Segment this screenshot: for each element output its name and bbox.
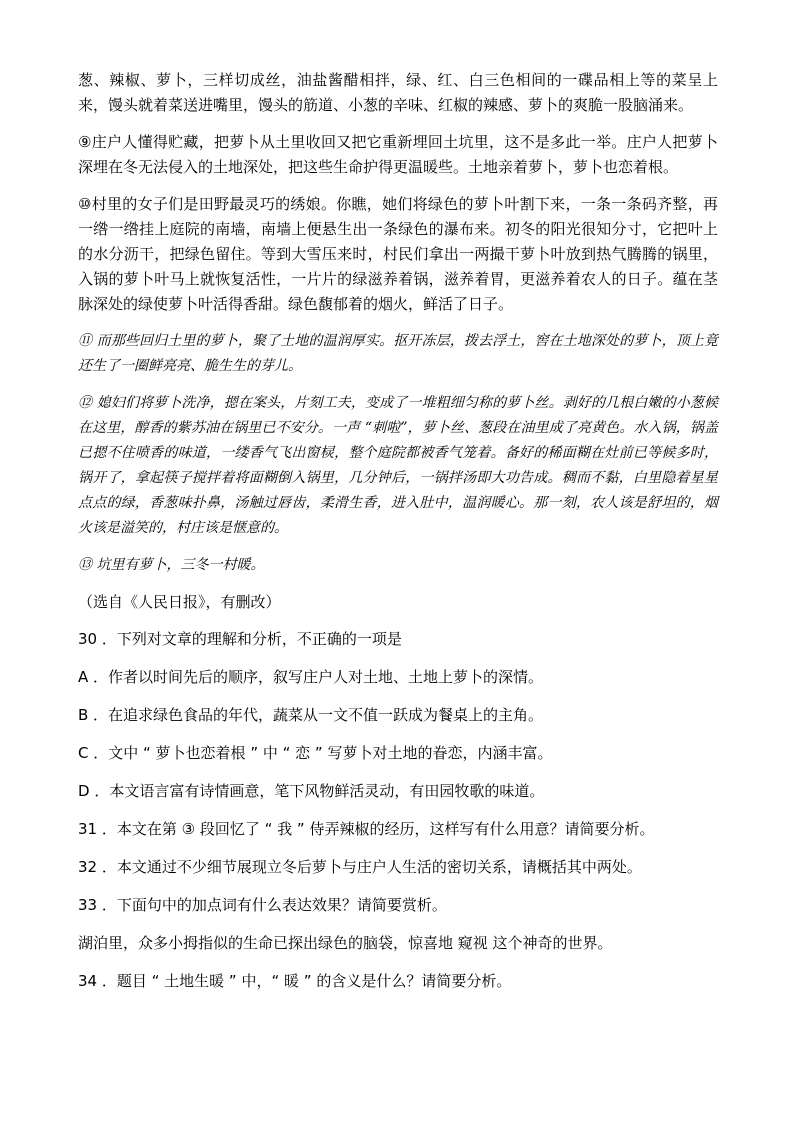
option-a: A ．作者以时间先后的顺序，叙写庄户人对土地、土地上萝卜的深情。 (78, 668, 544, 686)
question-31: 31 ．本文在第 ③ 段回忆了 “ 我 ” 侍弄辣椒的经历，这样写有什么用意？请简要分析。 (78, 820, 655, 838)
document-page (78, 68, 718, 1007)
paragraph-13: ⑬ 坑里有萝卜，三冬一村暖。 (78, 557, 265, 573)
question-30: 30 ．下列对文章的理解和分析，不正确的一项是 (78, 630, 402, 648)
option-b: B ．在追求绿色食品的年代，蔬菜从一文不值一跃成为餐桌上的主角。 (78, 706, 544, 724)
paragraph-9: ⑨庄户人懂得贮藏，把萝卜从土里收回又把它重新埋回土坑里，这不是多此一举。庄户人把萝卜深埋在冬无法侵入的土地深处，把这些生命护得更温暖些。土地亲着萝卜，萝卜也恋着根。 (78, 133, 718, 176)
option-d: D ．本文语言富有诗情画意，笔下风物鲜活灵动，有田园牧歌的味道。 (78, 782, 545, 800)
question-34: 34 ．题目 “ 土地生暖 ” 中，“ 暖 ” 的含义是什么？请简要分析。 (78, 972, 512, 990)
question-33: 33 ．下面句中的加点词有什么表达效果？请简要赏析。 (78, 896, 447, 914)
paragraph-10: ⑩村里的女子们是田野最灵巧的绣娘。你瞧，她们将绿色的萝卜叶割下来，一条一条码齐整，再一绺一绺挂上庭院的南墙，南墙上便悬生出一条绿色的瀑布来。初冬的阳光很知分寸，它把叶上的水分沥干，把绿色留住。等到大雪压来时，村民们拿出一两撮干萝卜叶放到热气腾腾的锅里，入锅的萝卜叶马上就恢复活性，一片片的绿滋养着锅，滋养着胃，更滋养着农人的日子。蕴在茎脉深处的绿使萝卜叶活得香甜。绿色馥郁着的烟火，鲜活了日子。 (78, 195, 718, 313)
paragraph-11: ⑪ 而那些回归土里的萝卜，聚了土地的温润厚实。抠开冻层，拨去浮土，窖在土地深处的萝卜，顶上竟还生了一圈鲜亮亮、脆生生的芽儿。 (78, 333, 718, 374)
paragraph-8-continued: 葱、辣椒、萝卜，三样切成丝，油盐酱醋相拌，绿、红、白三色相间的一碟品相上等的菜呈上来，馒头就着菜送进嘴里，馒头的筋道、小葱的辛味、红椒的辣感、萝卜的爽脆一股脑涌来。 (78, 71, 718, 114)
option-c: C ．文中 “ 萝卜也恋着根 ” 中 “ 恋 ” 写萝卜对土地的眷恋，内涵丰富。 (78, 744, 553, 762)
paragraph-12: ⑫ 媳妇们将萝卜洗净，摁在案头，片刻工夫，变成了一堆粗细匀称的萝卜丝。剥好的几根白嫩的小葱候在这里，醇香的紫苏油在锅里已不安分。一声 “刺啦”，萝卜丝、葱段在油里成了亮黄色。水入锅，锅盖已摁不住喷香的味道，一缕香气飞出窗棂，整个庭院都被香气笼着。备好的稀面糊在灶前已等候多时，锅开了，拿起筷子搅拌着将面糊倒入锅里，几分钟后，一锅拌汤即大功告成。稠而不黏，白里隐着星星点点的绿，香葱味扑鼻，汤触过唇齿，柔滑生香，进入肚中，温润暖心。那一刻，农人该是舒坦的，烟火该是溢笑的，村庄该是惬意的。 (78, 395, 718, 536)
question-32: 32 ．本文通过不少细节展现立冬后萝卜与庄户人生活的密切关系，请概括其中两处。 (78, 858, 642, 876)
source-note: （选自《人民日报》，有删改） (78, 593, 281, 611)
question-33-sentence: 湖泊里，众多小拇指似的生命已探出绿色的脑袋，惊喜地 窥视 这个神奇的世界。 (78, 934, 613, 952)
